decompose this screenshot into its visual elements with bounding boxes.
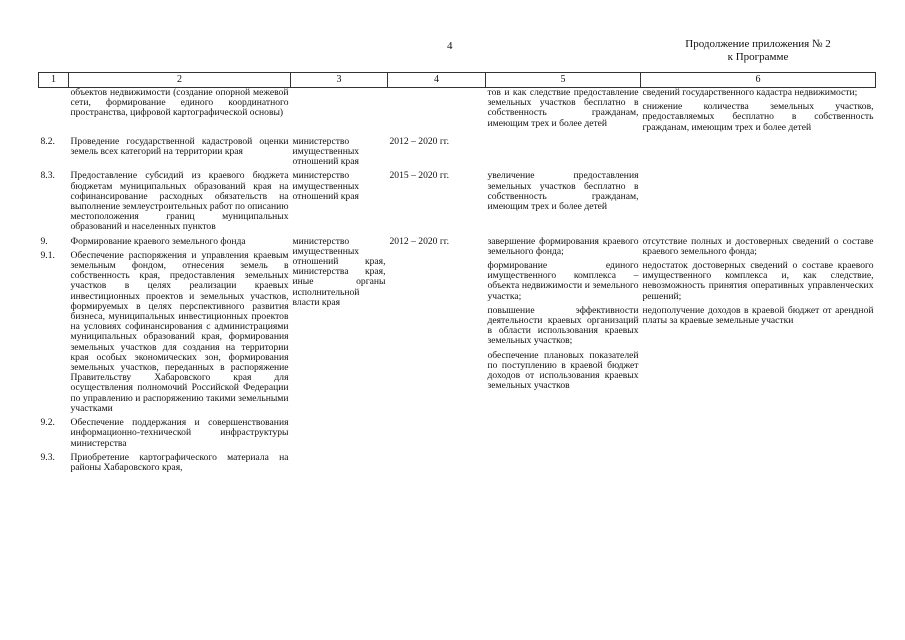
expected-result: [486, 88, 641, 137]
item-number: [39, 88, 69, 137]
activity-name: Предоставление субсидий из краевого бюджета бюджетам муниципальных образований края на софинансирование расходных обязательств на выполнение землеустроительных работ по описанию местоположения границ муниципальных образований и населенных пунктов: [70, 170, 289, 233]
non-implementation-consequence: [641, 88, 876, 137]
item-number: 8.2.: [40, 135, 55, 147]
non-implementation-consequence: [641, 418, 876, 453]
column-header-6: 6: [641, 73, 876, 88]
non-implementation-consequence: [641, 237, 876, 418]
non-implementation-consequence-paragraph: недостаток достоверных сведений о составе краевого имущественного комплекса и, как следствие, невозможность принятия оперативных управленческих решений;: [642, 260, 874, 302]
non-implementation-consequence-paragraph: сведений государственного кадастра недвижимости;: [642, 87, 858, 98]
implementation-period: 2012 – 2020 гг.: [389, 135, 450, 147]
item-number: 9.2.: [40, 417, 55, 429]
responsible-executor: [291, 418, 388, 453]
implementation-period: 2015 – 2020 гг.: [389, 170, 450, 182]
table-row: [39, 171, 876, 236]
responsible-executor: министерство имущественных отношений края: [292, 170, 360, 202]
activity-name: Проведение государственной кадастровой оценки земель всех категорий на территории края: [70, 135, 289, 158]
table-row: [39, 88, 876, 137]
item-number: 9.1.: [40, 249, 55, 261]
non-implementation-consequence: [641, 453, 876, 477]
implementation-period: [388, 453, 486, 477]
implementation-period: [388, 418, 486, 453]
activity-name: объектов недвижимости (создание опорной межевой сети, формирование единого координатного пространства, цифровой картографической основы): [70, 87, 289, 119]
page-number: 4: [447, 40, 453, 52]
item-number: 8.3.: [40, 170, 55, 182]
program-activities-table: [38, 72, 876, 477]
column-header-2: 2: [69, 73, 291, 88]
non-implementation-consequence-paragraph: отсутствие полных и достоверных сведений о составе краевого земельного фонда;: [642, 235, 874, 257]
column-header-4: 4: [388, 73, 486, 88]
expected-result-paragraph: тов и как следствие предоставление земельных участков бесплатно в собственность гражданам, имеющим трех и более детей: [487, 87, 639, 129]
table-row: [39, 418, 876, 453]
appendix-continuation-note: [668, 38, 848, 64]
column-number-row: [39, 73, 876, 88]
activity-name: Обеспечение поддержания и совершенствования информационно-технической инфраструктуры министерства: [70, 417, 289, 449]
expected-result: [486, 237, 641, 418]
non-implementation-consequence-paragraph: недополучение доходов в краевой бюджет от арендной платы за краевые земельные участки: [642, 304, 874, 327]
activity-name: Обеспечение распоряжения и управления краевым земельным фондом, отнесения земель в собственность края, предоставления земельных участков в целях реализации краевых инвестиционных проектов и земельных участков, формируемых в целях перспективного развития бизнеса, муниципальных инвестиционных проектов на условиях софинансирования с администрациями муниципальных образований края, формирования земельных участков для создания на территории края особых экономических зон, формирования земельных участков, переданных в распоряжение Правительству Хабаровского края для осуществления полномочий Российской Федерации по управлению и распоряжению такими земельными участками: [70, 249, 289, 414]
non-implementation-consequence: [641, 171, 876, 236]
non-implementation-consequence-paragraph: снижение количества земельных участков, предоставляемых бесплатно в собственность гражданам, имеющим трех и более детей: [642, 101, 874, 133]
table-row: [39, 453, 876, 477]
responsible-executor: [291, 453, 388, 477]
column-header-5: 5: [486, 73, 641, 88]
column-header-3: 3: [291, 73, 388, 88]
expected-result-paragraph: завершение формирования краевого земельного фонда;: [487, 235, 639, 257]
responsible-executor: министерство имущественных отношений края, министерства края, иные органы исполнительной власти края: [292, 235, 386, 308]
expected-result-paragraph: увеличение предоставления земельных участков бесплатно в собственность гражданам, имеющим трех и более детей: [487, 170, 639, 213]
implementation-period: 2012 – 2020 гг.: [389, 235, 450, 247]
expected-result: [486, 418, 641, 453]
expected-result-paragraph: повышение эффективности деятельности краевых организаций в области использования краевых земельных участков;: [487, 304, 639, 347]
expected-result-paragraph: формирование единого имущественного комплекса – объекта недвижимости и земельного участка;: [487, 260, 639, 302]
expected-result: [486, 171, 641, 236]
item-number: 9.3.: [40, 451, 55, 463]
responsible-executor: [291, 88, 388, 137]
continuation-line: Продолжение приложения № 2: [685, 38, 831, 50]
table-row: [39, 237, 876, 251]
implementation-period: [388, 88, 486, 137]
expected-result: [486, 453, 641, 477]
table-row: [39, 137, 876, 172]
item-number: 9.: [40, 235, 48, 247]
expected-result: [486, 137, 641, 172]
expected-result-paragraph: обеспечение плановых показателей по поступлению в краевой бюджет доходов от использования краевых земельных участков: [487, 349, 639, 392]
continuation-line: к Программе: [727, 51, 789, 63]
responsible-executor: министерство имущественных отношений края: [292, 135, 360, 168]
activity-name: Приобретение картографического материала на районы Хабаровского края,: [70, 451, 289, 473]
non-implementation-consequence: [641, 137, 876, 172]
activity-name: Формирование краевого земельного фонда: [70, 235, 246, 247]
column-header-1: 1: [39, 73, 69, 88]
